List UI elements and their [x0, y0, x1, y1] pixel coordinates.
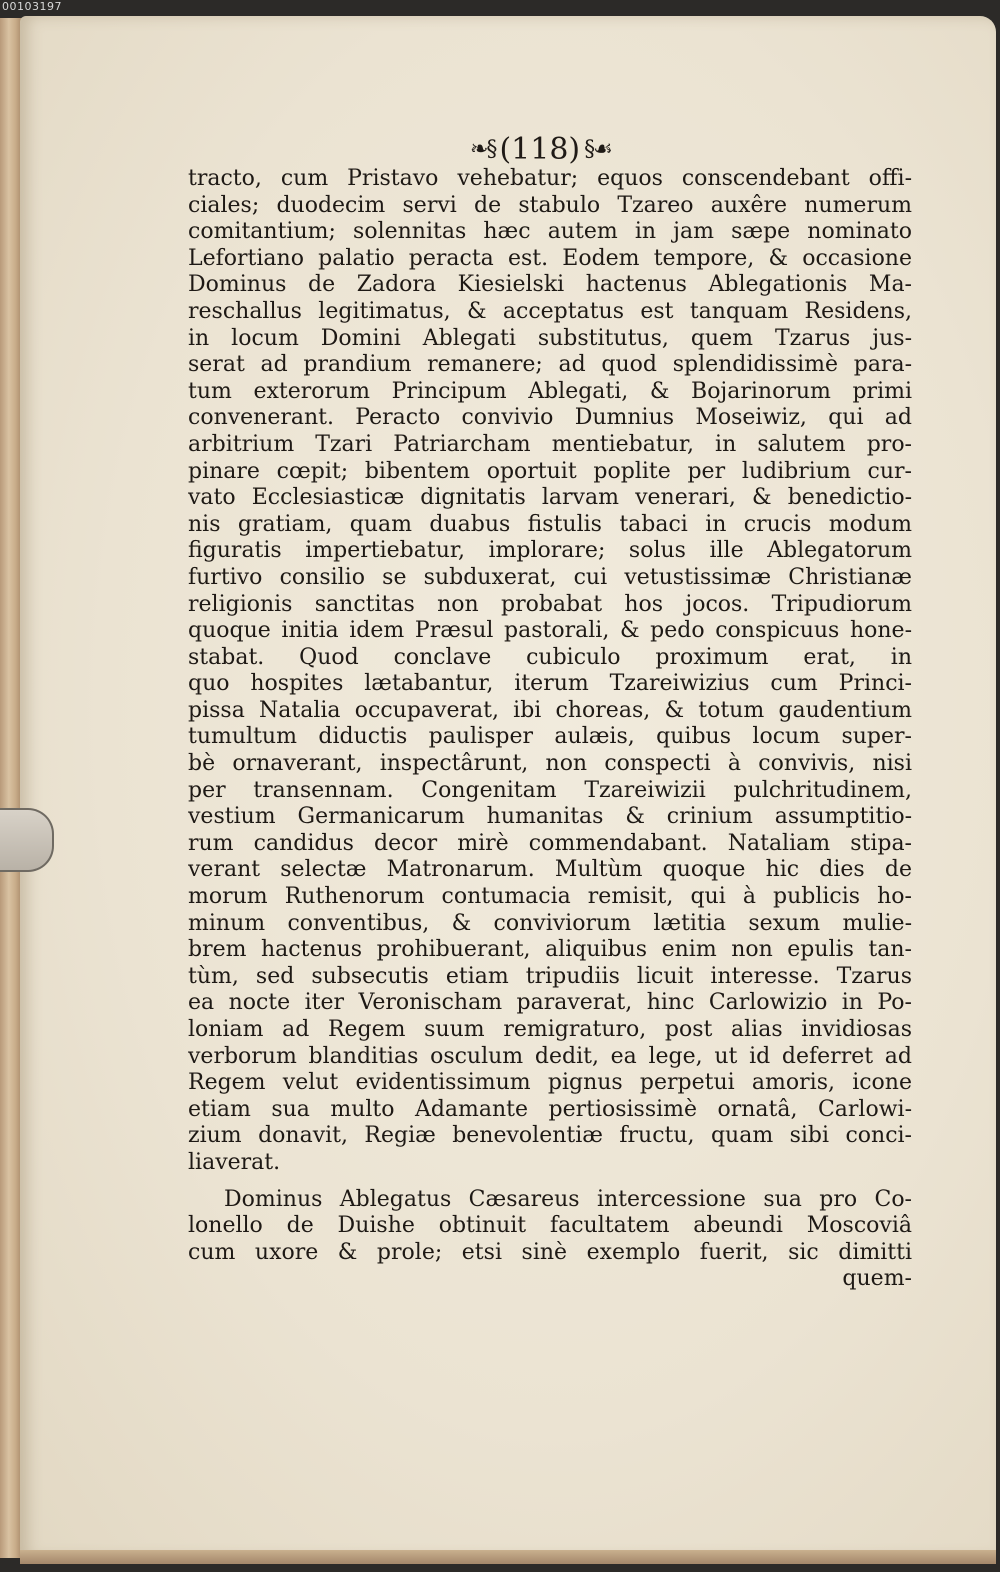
text-line: tùm, sed subsecutis etiam tripudiis licuit interesse. Tzarus — [188, 963, 912, 989]
text-line: furtivo consilio se subduxerat, cui vetustissimæ Christianæ — [188, 564, 912, 590]
header-ornament-left-icon: ❧§ — [470, 137, 496, 162]
page-header — [470, 132, 611, 167]
text-line: verant selectæ Matronarum. Multùm quoque hic dies de — [188, 857, 912, 883]
text-line: rum candidus decor mirè commendabant. Nataliam stipa- — [188, 830, 912, 856]
catchword: quem- — [842, 1266, 912, 1292]
text-line: Dominus Ablegatus Cæsareus intercessione sua pro Co- — [224, 1186, 912, 1212]
paragraph-2 — [188, 1187, 912, 1267]
text-line: tumultum diductis paulisper aulæis, quibus locum super- — [188, 724, 912, 750]
text-line: serat ad prandium remanere; ad quod splendidissimè para- — [188, 352, 912, 378]
text-line: Regem velut evidentissimum pignus perpetui amoris, icone — [188, 1070, 912, 1096]
book-clasp-icon — [0, 808, 54, 872]
header-ornament-right-icon: §☙ — [584, 137, 611, 162]
text-line: bè ornaverant, inspectârunt, non conspecti à convivis, nisi — [188, 751, 912, 777]
page-bottom-edge — [20, 1550, 996, 1564]
text-line: reschallus legitimatus, & acceptatus est tanquam Residens, — [188, 298, 912, 324]
text-line: pissa Natalia occupaverat, ibi choreas, & totum gaudentium — [188, 697, 912, 723]
text-line: ciales; duodecim servi de stabulo Tzareo auxêre numerum — [188, 192, 912, 218]
text-line: liaverat. — [188, 1149, 281, 1175]
text-line: figuratis impertiebatur, implorare; solus ille Ablegatorum — [188, 538, 912, 564]
text-line: minum conventibus, & conviviorum lætitia sexum mulie- — [188, 910, 912, 936]
text-line: quoque initia idem Præsul pastorali, & pedo conspicuus hone- — [188, 618, 912, 644]
scan-id-label: 00103197 — [2, 0, 62, 13]
body-text — [188, 166, 912, 1293]
text-line: morum Ruthenorum contumacia remisit, qui à publicis ho- — [188, 884, 912, 910]
text-line: tum exterorum Principum Ablegati, & Bojarinorum primi — [188, 378, 912, 404]
text-line: lonello de Duishe obtinuit facultatem abeundi Moscoviâ — [188, 1213, 912, 1239]
text-line: pinare cœpit; bibentem oportuit poplite per ludibrium cur- — [188, 458, 912, 484]
text-line: vato Ecclesiasticæ dignitatis larvam venerari, & benedictio- — [188, 485, 912, 511]
text-line: etiam sua multo Adamante pertiosissimè ornatâ, Carlowi- — [188, 1096, 912, 1122]
text-line: comitantium; solennitas hæc autem in jam sæpe nominato — [188, 219, 912, 245]
text-line: stabat. Quod conclave cubiculo proximum erat, in — [188, 644, 912, 670]
text-line: in locum Domini Ablegati substitutus, quem Tzarus jus- — [188, 325, 912, 351]
text-line: religionis sanctitas non probabat hos jocos. Tripudiorum — [188, 591, 912, 617]
text-line: Dominus de Zadora Kiesielski hactenus Ablegationis Ma- — [188, 272, 912, 298]
text-line: nis gratiam, quam duabus fistulis tabaci in crucis modum — [188, 511, 912, 537]
text-line: tracto, cum Pristavo vehebatur; equos conscendebant offi- — [188, 166, 912, 191]
text-line: cum uxore & prole; etsi sinè exemplo fuerit, sic dimitti — [188, 1239, 912, 1265]
text-line: quo hospites lætabantur, iterum Tzareiwizius cum Princi- — [188, 671, 912, 697]
text-line: vestium Germanicarum humanitas & crinium assumptitio- — [188, 804, 912, 830]
text-line: per transennam. Congenitam Tzareiwizii pulchritudinem, — [188, 777, 912, 803]
text-line: loniam ad Regem suum remigraturo, post alias invidiosas — [188, 1017, 912, 1042]
text-line: ea nocte iter Veronischam paraverat, hinc Carlowizio in Po- — [188, 990, 912, 1016]
paragraph-1 — [188, 166, 912, 1177]
text-line: brem hactenus prohibuerant, aliquibus enim non epulis tan- — [188, 937, 912, 963]
text-line: convenerant. Peracto convivio Dumnius Moseiwiz, qui ad — [188, 405, 912, 431]
text-line: zium donavit, Regiæ benevolentiæ fructu, quam sibi conci- — [188, 1123, 912, 1149]
page-number: (118) — [499, 132, 581, 167]
text-line: arbitrium Tzari Patriarcham mentiebatur, in salutem pro- — [188, 431, 912, 457]
text-line: verborum blanditias osculum dedit, ea lege, ut id deferret ad — [188, 1043, 912, 1069]
text-line: Lefortiano palatio peracta est. Eodem tempore, & occasione — [188, 245, 912, 271]
